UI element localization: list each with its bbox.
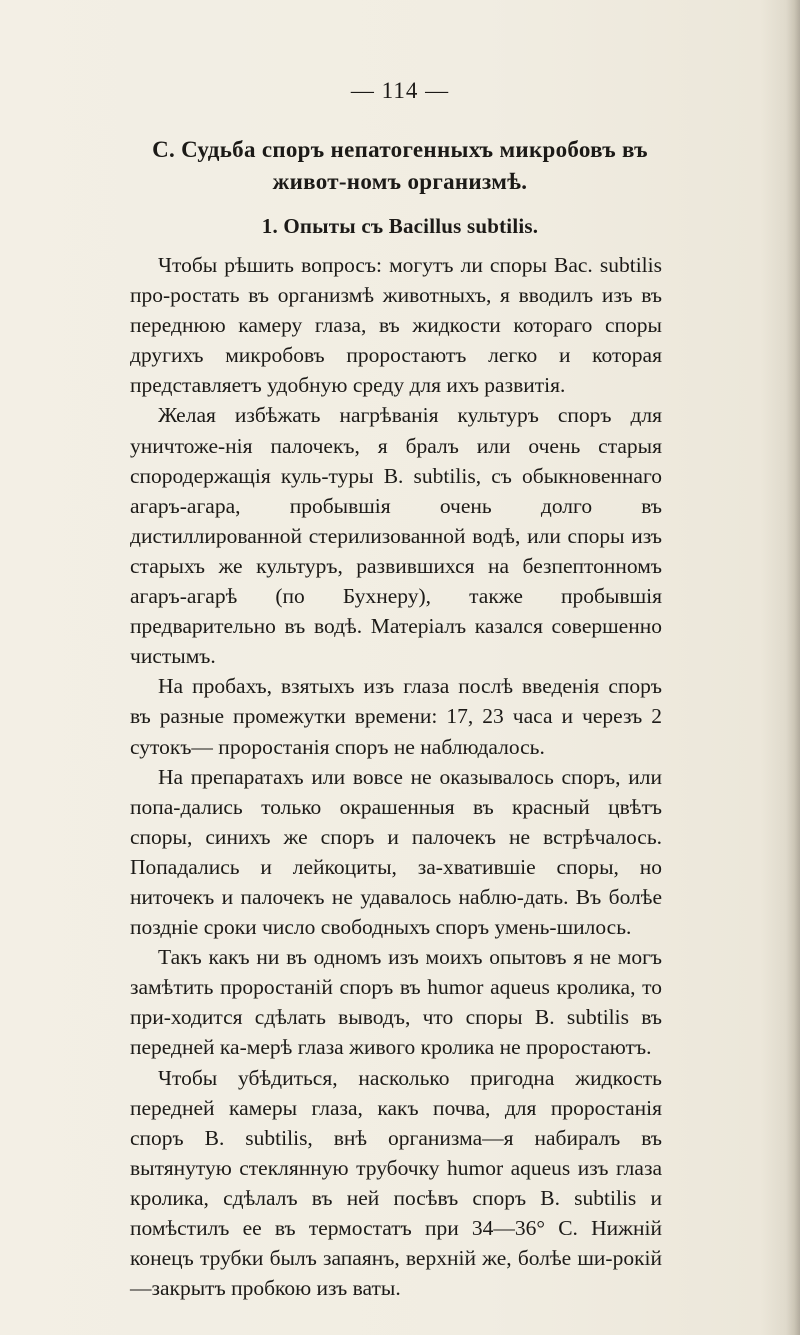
paragraph-1: Чтобы рѣшить вопросъ: могутъ ли споры Bac. subtilis про-ростать въ организмѣ животныхъ, я вводилъ изъ въ переднюю камеру глаза, въ жидкости котораго споры другихъ микробовъ проростаютъ легко и которая представляетъ удобную среду для ихъ развитія. — [130, 253, 662, 398]
section-title: С. Судьба споръ непатогенныхъ микробовъ въ живот-номъ организмѣ. — [152, 137, 648, 194]
paragraph-6: Чтобы убѣдиться, насколько пригодна жидкость передней камеры глаза, какъ почва, для проростанія споръ B. subtilis, внѣ организма—я набиралъ въ вытянутую стеклянную трубочку humor aqueus изъ глаза кролика, сдѣлалъ въ ней посѣвъ споръ B. subtilis и помѣстилъ ее въ термостатъ при 34—36° С. Нижній конецъ трубки былъ запаянъ, верхній же, болѣе ши-рокій—закрытъ пробкою изъ ваты. — [130, 1065, 662, 1301]
page-edge-shadow — [786, 0, 800, 1335]
paragraph-4: На препаратахъ или вовсе не оказывалось споръ, или попа-дались только окрашенныя въ красный цвѣтъ споры, синихъ же споръ и палочекъ не встрѣчалось. Попадались и лейкоциты, за-хватившіе споры, но ниточекъ и палочекъ не удавалось наблю-дать. Въ болѣе поздніе сроки число свободныхъ споръ умень-шилось. — [130, 764, 662, 940]
paragraph-5: Такъ какъ ни въ одномъ изъ моихъ опытовъ я не могъ замѣтить проростаній споръ въ humor aqueus кролика, то при-ходится сдѣлать выводъ, что споры B. subtilis въ передней ка-мерѣ глаза живого кролика не проростаютъ. — [130, 945, 662, 1060]
paragraph-3: На пробахъ, взятыхъ изъ глаза послѣ введенія споръ въ разные промежутки времени: 17, 23 часа и черезъ 2 сутокъ— проростанія споръ не наблюдалось. — [130, 674, 662, 759]
experiment-subtitle: 1. Опыты съ Bacillus subtilis. — [261, 214, 539, 238]
body-text — [130, 250, 662, 1303]
paragraph-2: Желая избѣжать нагрѣванія культуръ споръ для уничтоже-нія палочекъ, я бралъ или очень старыя спородержащія куль-туры B. subtilis, съ обыкновеннаго агаръ-агара, пробывшія очень долго въ дистиллированной стерилизованной водѣ, или споры изъ старыхъ же культуръ, развившихся на безпептонномъ агаръ-агарѣ (по Бухнеру), также пробывшія предварительно въ водѣ. Матеріалъ казался совершенно чистымъ. — [130, 403, 662, 669]
page-number: — 114 — — [350, 78, 450, 103]
